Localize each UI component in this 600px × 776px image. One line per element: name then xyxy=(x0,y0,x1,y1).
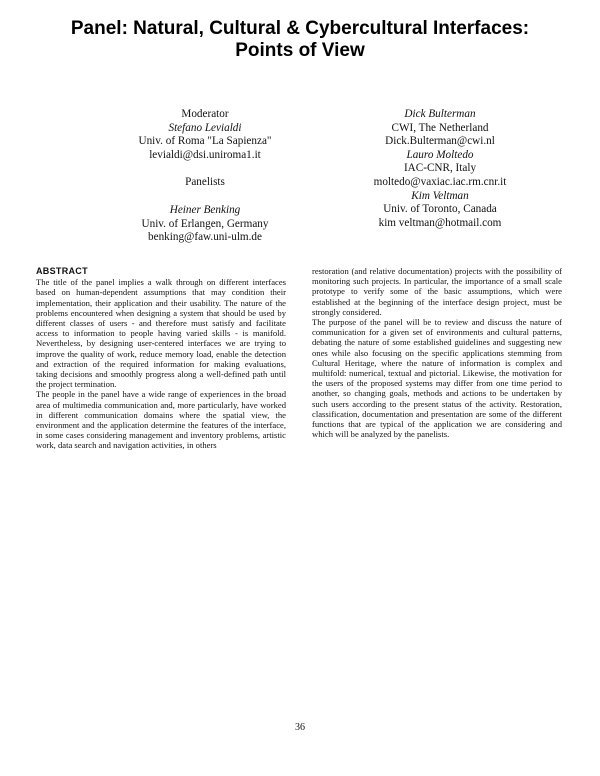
moderator-affiliation: Univ. of Roma "La Sapienza" xyxy=(138,135,272,148)
panelist-email: moltedo@vaxiac.iac.rm.cnr.it xyxy=(373,175,507,188)
panelist-email: Dick.Bulterman@cwi.nl xyxy=(385,135,495,148)
panelist-name: Dick Bulterman xyxy=(404,108,476,120)
abstract-paragraph: The title of the panel implies a walk through on different interfaces based on human-dependent assumptions that may condition their implementation, their application and their usability. The nature of the problems encountered when designing a system that should be used by different classes of users - and therefore must satisfy and facilitate access to information to people having varied skills - is manifold. Nevertheless, by designing user-centered interfaces we are trying to improve the quality of work, reduce memory load, enable the detection and extraction of the required information for making evaluations, taking decisions and smoothly progress along a well-defined path until the project termination. xyxy=(36,277,286,390)
panelist-email: kim veltman@hotmail.com xyxy=(378,216,502,229)
abstract-right-column xyxy=(312,266,562,439)
moderator-name: Stefano Levialdi xyxy=(168,121,242,134)
panelist-name: Kim Veltman xyxy=(411,189,469,202)
right-people-block xyxy=(330,108,550,230)
abstract-paragraph: restoration (and relative documentation) projects with the possibility of monitoring such projects. In particular, the importance of a small scale prototype to verify some of the basic assumptions, which were established at the beginning of the interface design project, must be strongly considered. xyxy=(312,266,562,317)
abstract-paragraph: The purpose of the panel will be to review and discuss the nature of communication for a given set of environments and cultural patterns, debating the nature of some established guidelines and suggesting new ones while also focusing on the specific applications stemming from Cultural Heritage, where the nature of information is complex and multifold: numerical, textual and pictorial. Likewise, the motivation for the users of the proposed systems may differ from one time period to another, so changing goals, methods and actions to be undertaken by such users according to the present status of the activity. Restoration, classification, documentation and presentation are some of the different functions that are typical of the application we are considering and which will be analyzed by the panelists. xyxy=(312,317,562,440)
page-title xyxy=(40,18,560,62)
panelist-affiliation: Univ. of Toronto, Canada xyxy=(383,203,497,216)
title-line-2: Points of View xyxy=(235,40,365,61)
left-people-block xyxy=(90,108,320,245)
moderator-email: levialdi@dsi.uniroma1.it xyxy=(149,148,261,161)
abstract-left-column xyxy=(36,266,286,451)
panelist-affiliation: IAC-CNR, Italy xyxy=(403,162,477,175)
panelist-name: Heiner Benking xyxy=(169,203,241,216)
panelist-affiliation: CWI, The Netherland xyxy=(391,121,489,134)
panelist-email: benking@faw.uni-ulm.de xyxy=(148,231,262,244)
panelist-affiliation: Univ. of Erlangen, Germany xyxy=(141,217,269,230)
panelist-name: Lauro Moltedo xyxy=(406,148,474,161)
abstract-heading: ABSTRACT xyxy=(36,266,88,276)
title-line-1: Panel: Natural, Cultural & Cybercultural Interfaces: xyxy=(70,18,530,39)
moderator-label: Moderator xyxy=(181,108,229,120)
abstract-paragraph: The people in the panel have a wide range of experiences in the broad area of multimedia communication and, more particularly, have worked in different communication domains where the spatial view, the environment and the application determine the features of the interface, in some cases considering management and inventory problems, artistic work, data search and navigation activities, in others xyxy=(36,389,286,451)
panelists-label: Panelists xyxy=(185,176,225,189)
page-number: 36 xyxy=(295,722,305,733)
